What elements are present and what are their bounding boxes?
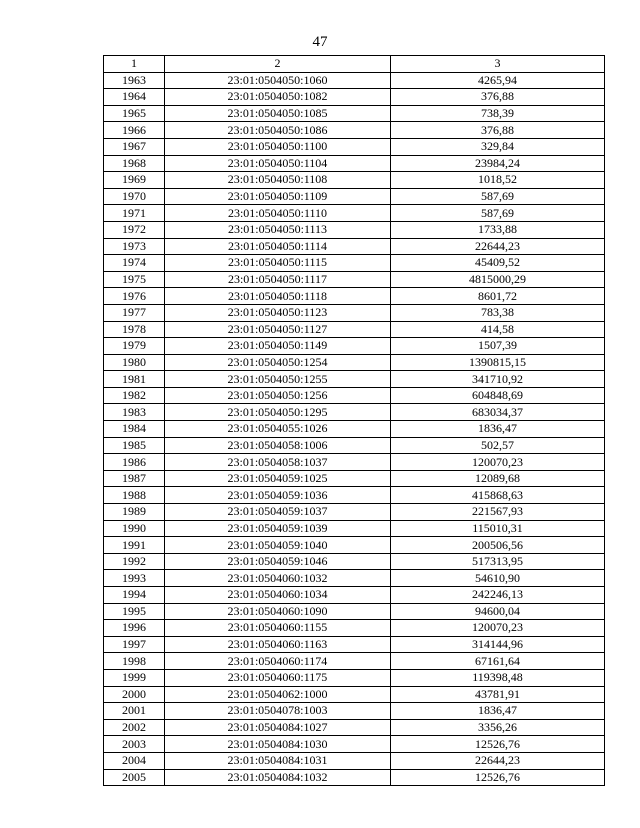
value-cell: 604848,69 bbox=[391, 387, 605, 404]
row-number-cell: 1968 bbox=[104, 155, 165, 172]
cadastral-number-cell: 23:01:0504059:1025 bbox=[165, 470, 391, 487]
cadastral-number-cell: 23:01:0504060:1155 bbox=[165, 620, 391, 637]
value-cell: 94600,04 bbox=[391, 603, 605, 620]
value-cell: 3356,26 bbox=[391, 719, 605, 736]
table-row bbox=[104, 371, 605, 388]
table-row bbox=[104, 288, 605, 305]
row-number-cell: 1963 bbox=[104, 72, 165, 89]
table-row bbox=[104, 338, 605, 355]
table-row bbox=[104, 354, 605, 371]
page-number: 47 bbox=[312, 34, 328, 50]
table-row bbox=[104, 138, 605, 155]
value-cell: 8601,72 bbox=[391, 288, 605, 305]
cadastral-number-cell: 23:01:0504050:1295 bbox=[165, 404, 391, 421]
value-cell: 517313,95 bbox=[391, 553, 605, 570]
cadastral-number-cell: 23:01:0504060:1174 bbox=[165, 653, 391, 670]
cadastral-number-cell: 23:01:0504084:1027 bbox=[165, 719, 391, 736]
table-header bbox=[104, 56, 605, 73]
table-row bbox=[104, 653, 605, 670]
row-number-cell: 1996 bbox=[104, 620, 165, 637]
table-row bbox=[104, 238, 605, 255]
row-number-cell: 1987 bbox=[104, 470, 165, 487]
value-cell: 376,88 bbox=[391, 89, 605, 106]
cadastral-number-cell: 23:01:0504084:1031 bbox=[165, 752, 391, 769]
cadastral-number-cell: 23:01:0504060:1032 bbox=[165, 570, 391, 587]
table-body bbox=[104, 72, 605, 786]
cadastral-number-cell: 23:01:0504050:1149 bbox=[165, 338, 391, 355]
value-cell: 314144,96 bbox=[391, 636, 605, 653]
value-cell: 45409,52 bbox=[391, 255, 605, 272]
cadastral-number-cell: 23:01:0504050:1115 bbox=[165, 255, 391, 272]
cadastral-number-cell: 23:01:0504058:1037 bbox=[165, 454, 391, 471]
cadastral-number-cell: 23:01:0504059:1036 bbox=[165, 487, 391, 504]
row-number-cell: 1966 bbox=[104, 122, 165, 139]
table-row bbox=[104, 72, 605, 89]
row-number-cell: 2002 bbox=[104, 719, 165, 736]
table-row bbox=[104, 587, 605, 604]
value-cell: 221567,93 bbox=[391, 504, 605, 521]
row-number-cell: 1973 bbox=[104, 238, 165, 255]
table-row bbox=[104, 122, 605, 139]
row-number-cell: 1984 bbox=[104, 421, 165, 438]
cadastral-number-cell: 23:01:0504050:1109 bbox=[165, 188, 391, 205]
row-number-cell: 1969 bbox=[104, 172, 165, 189]
row-number-cell: 2005 bbox=[104, 769, 165, 786]
row-number-cell: 1997 bbox=[104, 636, 165, 653]
cadastral-number-cell: 23:01:0504050:1104 bbox=[165, 155, 391, 172]
row-number-cell: 1995 bbox=[104, 603, 165, 620]
value-cell: 1836,47 bbox=[391, 421, 605, 438]
value-cell: 115010,31 bbox=[391, 520, 605, 537]
row-number-cell: 1972 bbox=[104, 221, 165, 238]
cadastral-number-cell: 23:01:0504078:1003 bbox=[165, 703, 391, 720]
table-row bbox=[104, 553, 605, 570]
cadastral-number-cell: 23:01:0504055:1026 bbox=[165, 421, 391, 438]
table-row bbox=[104, 769, 605, 786]
table-row bbox=[104, 304, 605, 321]
table-row bbox=[104, 454, 605, 471]
row-number-cell: 1980 bbox=[104, 354, 165, 371]
table-row bbox=[104, 404, 605, 421]
table-row bbox=[104, 221, 605, 238]
table-row bbox=[104, 470, 605, 487]
value-cell: 1390815,15 bbox=[391, 354, 605, 371]
row-number-cell: 1983 bbox=[104, 404, 165, 421]
table-row bbox=[104, 703, 605, 720]
cadastral-number-cell: 23:01:0504059:1037 bbox=[165, 504, 391, 521]
row-number-cell: 1993 bbox=[104, 570, 165, 587]
table-row bbox=[104, 271, 605, 288]
row-number-cell: 1974 bbox=[104, 255, 165, 272]
value-cell: 376,88 bbox=[391, 122, 605, 139]
table-row bbox=[104, 736, 605, 753]
cadastral-number-cell: 23:01:0504059:1046 bbox=[165, 553, 391, 570]
value-cell: 54610,90 bbox=[391, 570, 605, 587]
value-cell: 4265,94 bbox=[391, 72, 605, 89]
cadastral-number-cell: 23:01:0504062:1000 bbox=[165, 686, 391, 703]
value-cell: 738,39 bbox=[391, 105, 605, 122]
row-number-cell: 1970 bbox=[104, 188, 165, 205]
value-cell: 119398,48 bbox=[391, 669, 605, 686]
cadastral-number-cell: 23:01:0504050:1060 bbox=[165, 72, 391, 89]
table-row bbox=[104, 155, 605, 172]
row-number-cell: 1999 bbox=[104, 669, 165, 686]
column-header-2: 2 bbox=[165, 56, 391, 73]
cadastral-number-cell: 23:01:0504059:1039 bbox=[165, 520, 391, 537]
row-number-cell: 1994 bbox=[104, 587, 165, 604]
row-number-cell: 1998 bbox=[104, 653, 165, 670]
row-number-cell: 1982 bbox=[104, 387, 165, 404]
cadastral-number-cell: 23:01:0504050:1110 bbox=[165, 205, 391, 222]
cadastral-number-cell: 23:01:0504050:1254 bbox=[165, 354, 391, 371]
value-cell: 22644,23 bbox=[391, 238, 605, 255]
value-cell: 1018,52 bbox=[391, 172, 605, 189]
cadastral-number-cell: 23:01:0504050:1082 bbox=[165, 89, 391, 106]
row-number-cell: 1992 bbox=[104, 553, 165, 570]
row-number-cell: 2003 bbox=[104, 736, 165, 753]
cadastral-number-cell: 23:01:0504084:1032 bbox=[165, 769, 391, 786]
table-row bbox=[104, 387, 605, 404]
row-number-cell: 1979 bbox=[104, 338, 165, 355]
row-number-cell: 1989 bbox=[104, 504, 165, 521]
value-cell: 341710,92 bbox=[391, 371, 605, 388]
cadastral-number-cell: 23:01:0504060:1163 bbox=[165, 636, 391, 653]
table-row bbox=[104, 205, 605, 222]
value-cell: 683034,37 bbox=[391, 404, 605, 421]
row-number-cell: 1981 bbox=[104, 371, 165, 388]
table-row bbox=[104, 255, 605, 272]
table-row bbox=[104, 570, 605, 587]
row-number-cell: 1991 bbox=[104, 537, 165, 554]
value-cell: 783,38 bbox=[391, 304, 605, 321]
table-row bbox=[104, 105, 605, 122]
table-row bbox=[104, 321, 605, 338]
data-table bbox=[103, 55, 605, 786]
table-row bbox=[104, 719, 605, 736]
value-cell: 1733,88 bbox=[391, 221, 605, 238]
header-row bbox=[104, 56, 605, 73]
row-number-cell: 1986 bbox=[104, 454, 165, 471]
cadastral-number-cell: 23:01:0504050:1100 bbox=[165, 138, 391, 155]
cadastral-number-cell: 23:01:0504050:1256 bbox=[165, 387, 391, 404]
table-row bbox=[104, 636, 605, 653]
column-header-1: 1 bbox=[104, 56, 165, 73]
value-cell: 587,69 bbox=[391, 205, 605, 222]
cadastral-number-cell: 23:01:0504050:1117 bbox=[165, 271, 391, 288]
value-cell: 120070,23 bbox=[391, 620, 605, 637]
table-row bbox=[104, 188, 605, 205]
cadastral-number-cell: 23:01:0504050:1085 bbox=[165, 105, 391, 122]
table-row bbox=[104, 752, 605, 769]
cadastral-number-cell: 23:01:0504060:1175 bbox=[165, 669, 391, 686]
value-cell: 1507,39 bbox=[391, 338, 605, 355]
value-cell: 415868,63 bbox=[391, 487, 605, 504]
table-row bbox=[104, 520, 605, 537]
value-cell: 4815000,29 bbox=[391, 271, 605, 288]
cadastral-number-cell: 23:01:0504050:1114 bbox=[165, 238, 391, 255]
row-number-cell: 1977 bbox=[104, 304, 165, 321]
value-cell: 242246,13 bbox=[391, 587, 605, 604]
row-number-cell: 2001 bbox=[104, 703, 165, 720]
value-cell: 414,58 bbox=[391, 321, 605, 338]
table-row bbox=[104, 89, 605, 106]
table-row bbox=[104, 620, 605, 637]
value-cell: 120070,23 bbox=[391, 454, 605, 471]
row-number-cell: 1978 bbox=[104, 321, 165, 338]
table-row bbox=[104, 504, 605, 521]
cadastral-number-cell: 23:01:0504060:1090 bbox=[165, 603, 391, 620]
table-row bbox=[104, 437, 605, 454]
column-header-3: 3 bbox=[391, 56, 605, 73]
value-cell: 43781,91 bbox=[391, 686, 605, 703]
value-cell: 12526,76 bbox=[391, 736, 605, 753]
table-row bbox=[104, 686, 605, 703]
value-cell: 23984,24 bbox=[391, 155, 605, 172]
cadastral-number-cell: 23:01:0504050:1127 bbox=[165, 321, 391, 338]
row-number-cell: 2004 bbox=[104, 752, 165, 769]
cadastral-number-cell: 23:01:0504050:1113 bbox=[165, 221, 391, 238]
cadastral-number-cell: 23:01:0504050:1118 bbox=[165, 288, 391, 305]
table-row bbox=[104, 603, 605, 620]
row-number-cell: 1985 bbox=[104, 437, 165, 454]
value-cell: 329,84 bbox=[391, 138, 605, 155]
cadastral-number-cell: 23:01:0504050:1086 bbox=[165, 122, 391, 139]
cadastral-number-cell: 23:01:0504050:1255 bbox=[165, 371, 391, 388]
table-row bbox=[104, 487, 605, 504]
cadastral-number-cell: 23:01:0504050:1108 bbox=[165, 172, 391, 189]
value-cell: 502,57 bbox=[391, 437, 605, 454]
value-cell: 200506,56 bbox=[391, 537, 605, 554]
row-number-cell: 1971 bbox=[104, 205, 165, 222]
value-cell: 67161,64 bbox=[391, 653, 605, 670]
row-number-cell: 2000 bbox=[104, 686, 165, 703]
cadastral-number-cell: 23:01:0504050:1123 bbox=[165, 304, 391, 321]
table-row bbox=[104, 537, 605, 554]
cadastral-number-cell: 23:01:0504058:1006 bbox=[165, 437, 391, 454]
table-row bbox=[104, 669, 605, 686]
row-number-cell: 1965 bbox=[104, 105, 165, 122]
row-number-cell: 1967 bbox=[104, 138, 165, 155]
row-number-cell: 1988 bbox=[104, 487, 165, 504]
table-row bbox=[104, 172, 605, 189]
row-number-cell: 1975 bbox=[104, 271, 165, 288]
value-cell: 12526,76 bbox=[391, 769, 605, 786]
value-cell: 12089,68 bbox=[391, 470, 605, 487]
value-cell: 587,69 bbox=[391, 188, 605, 205]
cadastral-number-cell: 23:01:0504084:1030 bbox=[165, 736, 391, 753]
value-cell: 1836,47 bbox=[391, 703, 605, 720]
value-cell: 22644,23 bbox=[391, 752, 605, 769]
cadastral-number-cell: 23:01:0504060:1034 bbox=[165, 587, 391, 604]
row-number-cell: 1976 bbox=[104, 288, 165, 305]
table-row bbox=[104, 421, 605, 438]
cadastral-number-cell: 23:01:0504059:1040 bbox=[165, 537, 391, 554]
row-number-cell: 1990 bbox=[104, 520, 165, 537]
row-number-cell: 1964 bbox=[104, 89, 165, 106]
